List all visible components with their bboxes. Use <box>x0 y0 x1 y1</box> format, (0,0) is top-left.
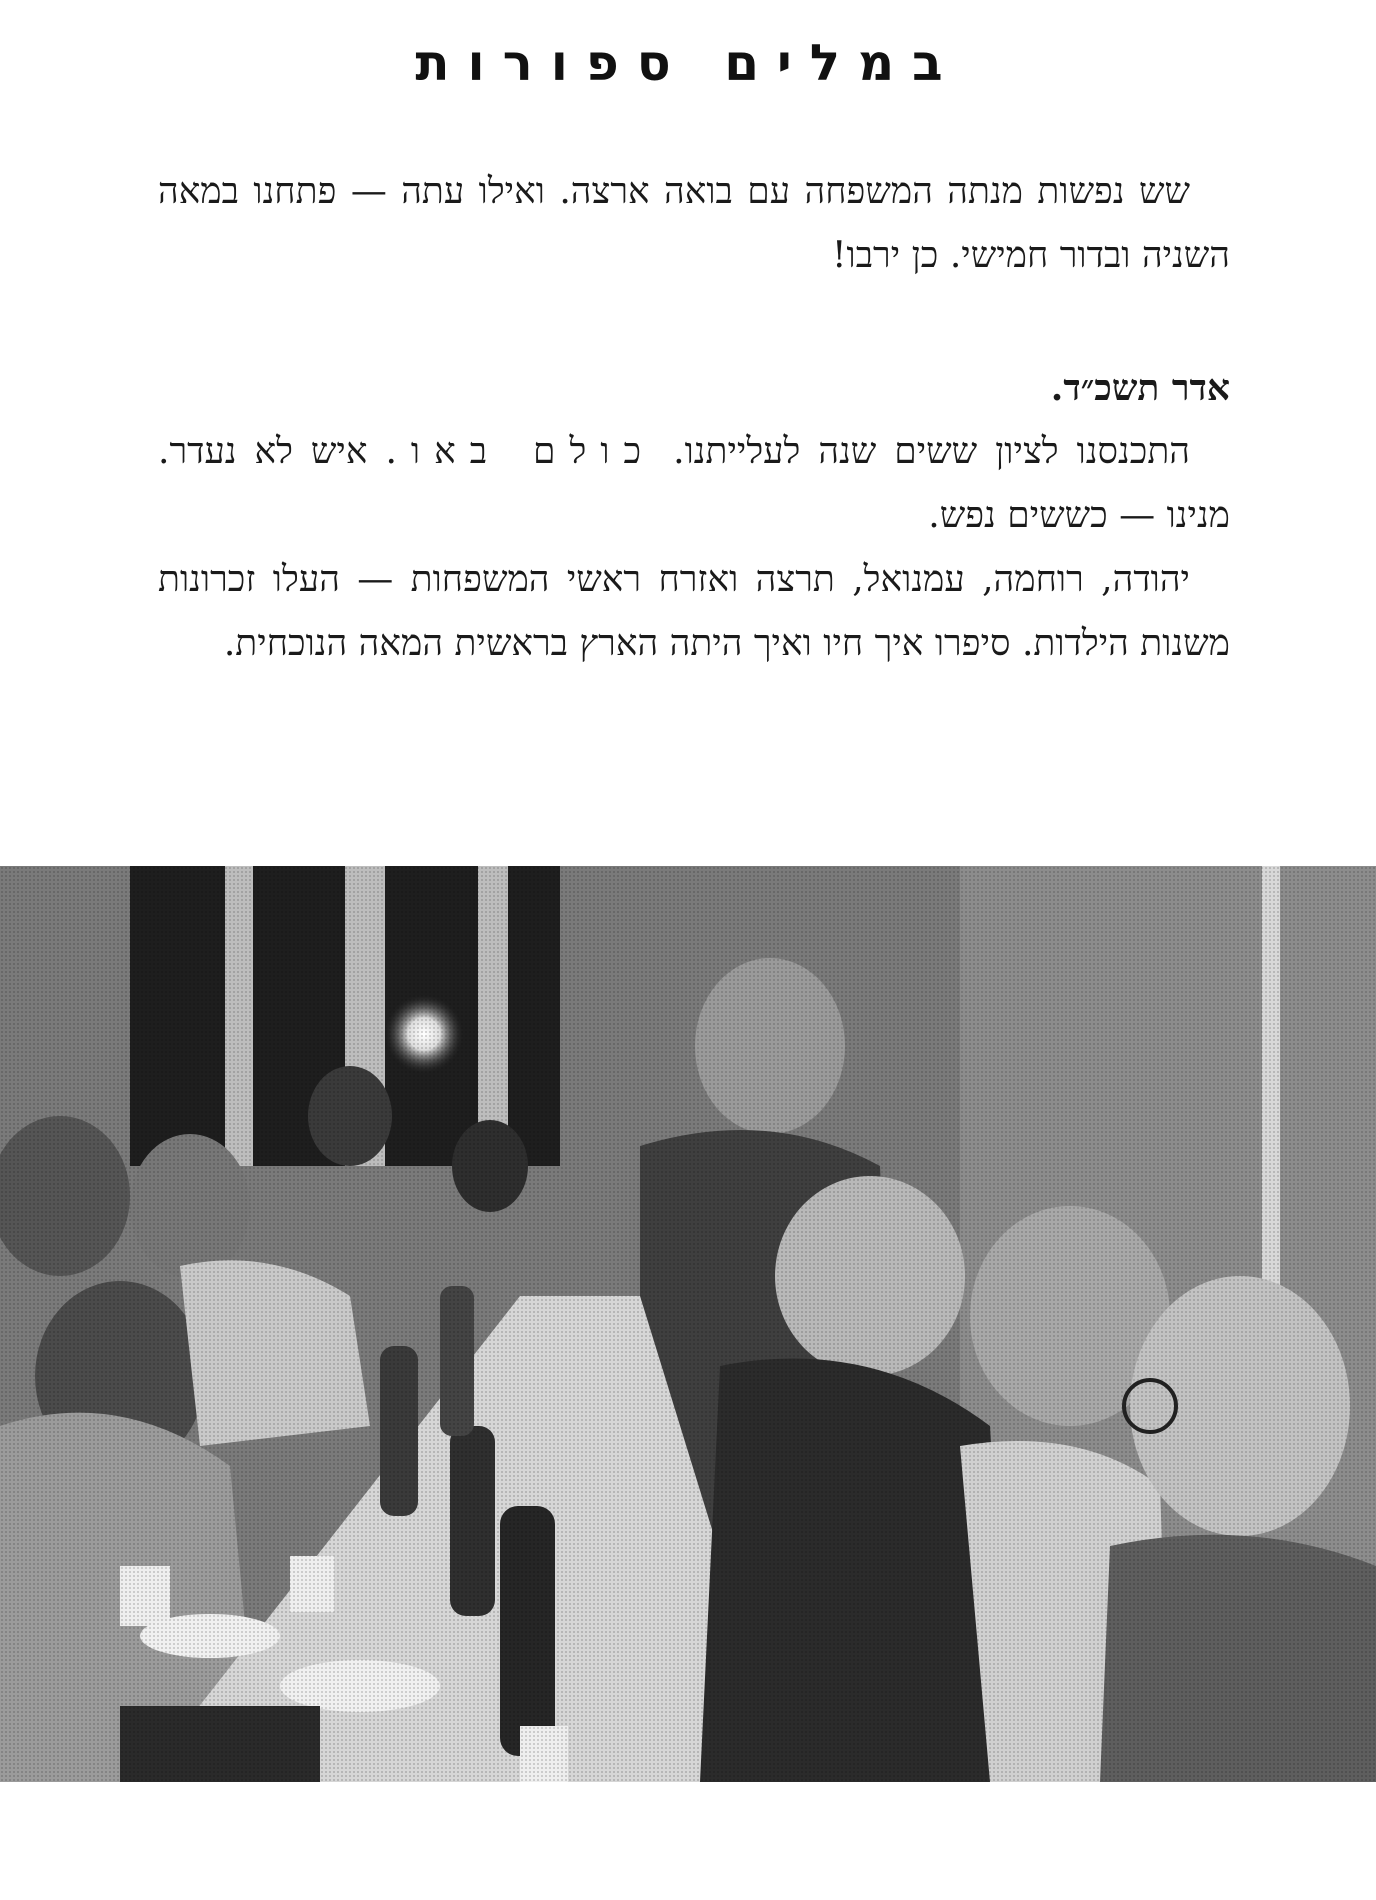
photo-illustration-icon <box>0 866 1376 1782</box>
entry-paragraph-1 <box>158 420 1230 548</box>
entry-paragraph-1-spaced: כולם באו. <box>385 431 656 472</box>
page-title: במלים ספורות <box>415 34 961 92</box>
entry-paragraph-1-a: התכנסנו לציון ששים שנה לעלייתנו. <box>673 431 1190 472</box>
entry-date: אדר תשכ״ד. <box>1050 367 1230 409</box>
entry-block <box>158 356 1230 676</box>
halftone-overlay <box>0 866 1376 1782</box>
family-gathering-photo <box>0 866 1376 1782</box>
intro-paragraph-block <box>158 160 1230 288</box>
entry-paragraph-2: יהודה, רוחמה, עמנואל, תרצה ואזרח ראשי המשפחות — העלו זכרונות משנות הילדות. סיפרו איך חיו ואיך היתה הארץ בראשית המאה הנוכחית. <box>158 559 1230 664</box>
intro-paragraph: שש נפשות מנתה המשפחה עם בואה ארצה. ואילו עתה — פתחנו במאה השניה ובדור חמישי. כן ירבו! <box>158 171 1230 276</box>
entry-paragraph-1-b: איש לא נעדר. מנינו — כששים נפש. <box>158 431 1230 536</box>
